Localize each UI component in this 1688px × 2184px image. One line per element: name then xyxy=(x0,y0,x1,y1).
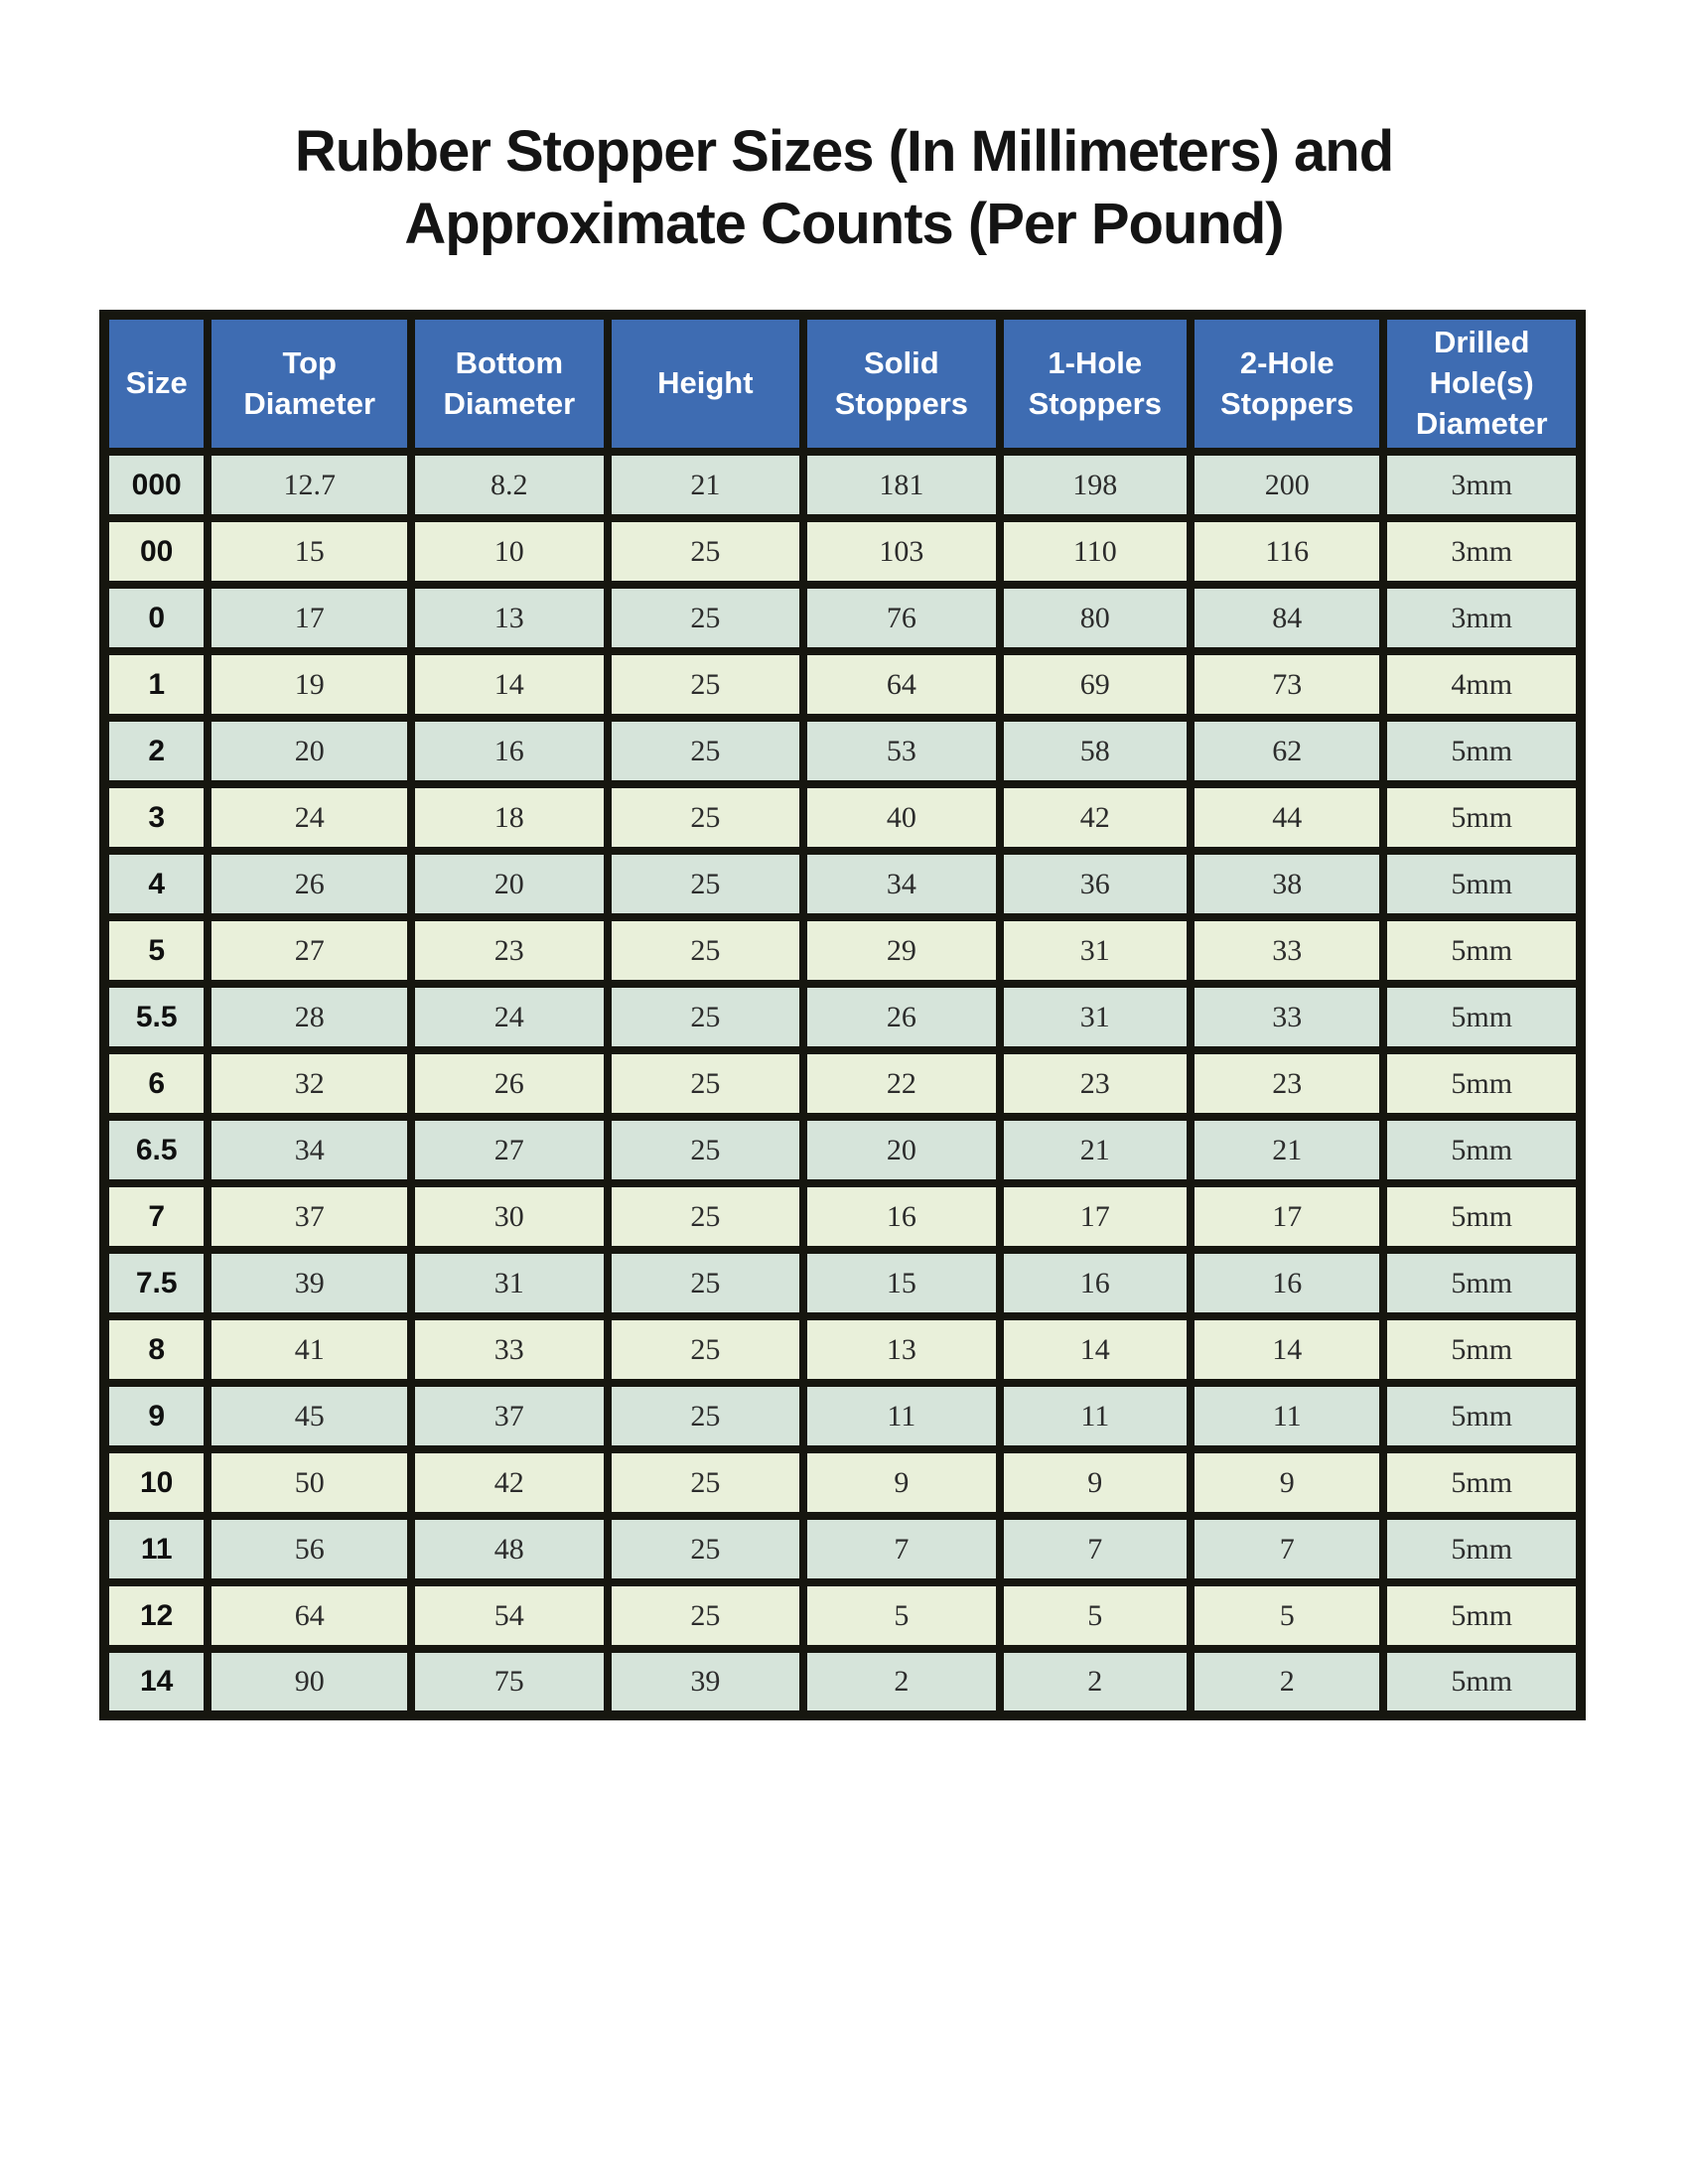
cell-value: 20 xyxy=(803,1117,1000,1183)
cell-value: 25 xyxy=(608,917,804,984)
cell-value: 17 xyxy=(208,585,411,651)
cell-value: 5 xyxy=(803,1582,1000,1649)
cell-value: 25 xyxy=(608,1316,804,1383)
cell-value: 26 xyxy=(411,1050,608,1117)
cell-value: 19 xyxy=(208,651,411,718)
cell-value: 21 xyxy=(1191,1117,1383,1183)
cell-value: 11 xyxy=(1191,1383,1383,1449)
row-size-label: 5.5 xyxy=(104,984,208,1050)
cell-value: 23 xyxy=(411,917,608,984)
cell-value: 198 xyxy=(1000,452,1191,518)
cell-value: 64 xyxy=(803,651,1000,718)
column-header-size: Size xyxy=(104,315,208,452)
cell-value: 23 xyxy=(1191,1050,1383,1117)
page-title-line-1: Rubber Stopper Sizes (In Millimeters) and xyxy=(294,119,1394,184)
cell-value: 181 xyxy=(803,452,1000,518)
stopper-size-table xyxy=(99,310,1586,1720)
cell-value: 69 xyxy=(1000,651,1191,718)
cell-value: 26 xyxy=(208,851,411,917)
cell-value: 5mm xyxy=(1383,1316,1581,1383)
table-row xyxy=(104,851,1581,917)
cell-value: 25 xyxy=(608,784,804,851)
cell-value: 5mm xyxy=(1383,1516,1581,1582)
cell-value: 25 xyxy=(608,651,804,718)
cell-value: 25 xyxy=(608,718,804,784)
table-row xyxy=(104,1050,1581,1117)
column-header-solid-stoppers: Solid Stoppers xyxy=(803,315,1000,452)
row-size-label: 0 xyxy=(104,585,208,651)
cell-value: 15 xyxy=(208,518,411,585)
cell-value: 5mm xyxy=(1383,1183,1581,1250)
cell-value: 27 xyxy=(208,917,411,984)
cell-value: 3mm xyxy=(1383,452,1581,518)
cell-value: 5mm xyxy=(1383,1117,1581,1183)
cell-value: 45 xyxy=(208,1383,411,1449)
cell-value: 24 xyxy=(208,784,411,851)
cell-value: 25 xyxy=(608,851,804,917)
cell-value: 38 xyxy=(1191,851,1383,917)
cell-value: 32 xyxy=(208,1050,411,1117)
row-size-label: 12 xyxy=(104,1582,208,1649)
cell-value: 12.7 xyxy=(208,452,411,518)
cell-value: 29 xyxy=(803,917,1000,984)
cell-value: 9 xyxy=(1000,1449,1191,1516)
table-row xyxy=(104,1117,1581,1183)
table-body xyxy=(104,452,1581,1715)
table-row xyxy=(104,1649,1581,1715)
cell-value: 2 xyxy=(1191,1649,1383,1715)
page-title xyxy=(119,115,1569,260)
table-row xyxy=(104,1250,1581,1316)
cell-value: 25 xyxy=(608,585,804,651)
cell-value: 25 xyxy=(608,1516,804,1582)
cell-value: 75 xyxy=(411,1649,608,1715)
column-header-1-hole-stoppers: 1-Hole Stoppers xyxy=(1000,315,1191,452)
row-size-label: 11 xyxy=(104,1516,208,1582)
cell-value: 27 xyxy=(411,1117,608,1183)
cell-value: 10 xyxy=(411,518,608,585)
cell-value: 14 xyxy=(411,651,608,718)
cell-value: 39 xyxy=(608,1649,804,1715)
header-row xyxy=(104,315,1581,452)
table-row xyxy=(104,1582,1581,1649)
cell-value: 5 xyxy=(1000,1582,1191,1649)
row-size-label: 00 xyxy=(104,518,208,585)
column-header-drilled-holes-diameter: Drilled Hole(s) Diameter xyxy=(1383,315,1581,452)
cell-value: 40 xyxy=(803,784,1000,851)
table-row xyxy=(104,1183,1581,1250)
cell-value: 5mm xyxy=(1383,1250,1581,1316)
cell-value: 13 xyxy=(411,585,608,651)
cell-value: 8.2 xyxy=(411,452,608,518)
cell-value: 73 xyxy=(1191,651,1383,718)
cell-value: 76 xyxy=(803,585,1000,651)
cell-value: 41 xyxy=(208,1316,411,1383)
cell-value: 28 xyxy=(208,984,411,1050)
cell-value: 5mm xyxy=(1383,984,1581,1050)
cell-value: 5mm xyxy=(1383,1050,1581,1117)
cell-value: 34 xyxy=(208,1117,411,1183)
cell-value: 5mm xyxy=(1383,851,1581,917)
cell-value: 31 xyxy=(411,1250,608,1316)
column-header-height: Height xyxy=(608,315,804,452)
cell-value: 200 xyxy=(1191,452,1383,518)
row-size-label: 7 xyxy=(104,1183,208,1250)
cell-value: 42 xyxy=(411,1449,608,1516)
table-header xyxy=(104,315,1581,452)
cell-value: 33 xyxy=(411,1316,608,1383)
cell-value: 25 xyxy=(608,1250,804,1316)
cell-value: 25 xyxy=(608,1117,804,1183)
cell-value: 31 xyxy=(1000,984,1191,1050)
table-row xyxy=(104,1316,1581,1383)
cell-value: 36 xyxy=(1000,851,1191,917)
cell-value: 22 xyxy=(803,1050,1000,1117)
column-header-bottom-diameter: Bottom Diameter xyxy=(411,315,608,452)
row-size-label: 4 xyxy=(104,851,208,917)
cell-value: 4mm xyxy=(1383,651,1581,718)
cell-value: 54 xyxy=(411,1582,608,1649)
cell-value: 116 xyxy=(1191,518,1383,585)
column-header-2-hole-stoppers: 2-Hole Stoppers xyxy=(1191,315,1383,452)
row-size-label: 14 xyxy=(104,1649,208,1715)
cell-value: 15 xyxy=(803,1250,1000,1316)
table-row xyxy=(104,1516,1581,1582)
cell-value: 24 xyxy=(411,984,608,1050)
table-row xyxy=(104,718,1581,784)
cell-value: 25 xyxy=(608,984,804,1050)
cell-value: 33 xyxy=(1191,984,1383,1050)
cell-value: 50 xyxy=(208,1449,411,1516)
cell-value: 5mm xyxy=(1383,917,1581,984)
table-row xyxy=(104,1383,1581,1449)
table-row xyxy=(104,585,1581,651)
cell-value: 11 xyxy=(1000,1383,1191,1449)
cell-value: 58 xyxy=(1000,718,1191,784)
cell-value: 25 xyxy=(608,518,804,585)
cell-value: 53 xyxy=(803,718,1000,784)
cell-value: 14 xyxy=(1191,1316,1383,1383)
page-title-line-2: Approximate Counts (Per Pound) xyxy=(404,192,1284,257)
cell-value: 5mm xyxy=(1383,1649,1581,1715)
table-row xyxy=(104,1449,1581,1516)
cell-value: 14 xyxy=(1000,1316,1191,1383)
cell-value: 2 xyxy=(803,1649,1000,1715)
cell-value: 25 xyxy=(608,1383,804,1449)
cell-value: 23 xyxy=(1000,1050,1191,1117)
cell-value: 34 xyxy=(803,851,1000,917)
row-size-label: 000 xyxy=(104,452,208,518)
cell-value: 16 xyxy=(803,1183,1000,1250)
cell-value: 9 xyxy=(1191,1449,1383,1516)
cell-value: 18 xyxy=(411,784,608,851)
cell-value: 37 xyxy=(411,1383,608,1449)
cell-value: 103 xyxy=(803,518,1000,585)
cell-value: 5mm xyxy=(1383,718,1581,784)
cell-value: 5mm xyxy=(1383,1582,1581,1649)
cell-value: 64 xyxy=(208,1582,411,1649)
table-row xyxy=(104,784,1581,851)
cell-value: 9 xyxy=(803,1449,1000,1516)
row-size-label: 6 xyxy=(104,1050,208,1117)
cell-value: 21 xyxy=(608,452,804,518)
cell-value: 39 xyxy=(208,1250,411,1316)
row-size-label: 9 xyxy=(104,1383,208,1449)
cell-value: 17 xyxy=(1000,1183,1191,1250)
table-row xyxy=(104,452,1581,518)
row-size-label: 7.5 xyxy=(104,1250,208,1316)
table-row xyxy=(104,917,1581,984)
cell-value: 5 xyxy=(1191,1582,1383,1649)
cell-value: 80 xyxy=(1000,585,1191,651)
cell-value: 25 xyxy=(608,1183,804,1250)
cell-value: 2 xyxy=(1000,1649,1191,1715)
row-size-label: 3 xyxy=(104,784,208,851)
row-size-label: 6.5 xyxy=(104,1117,208,1183)
cell-value: 84 xyxy=(1191,585,1383,651)
cell-value: 3mm xyxy=(1383,585,1581,651)
row-size-label: 5 xyxy=(104,917,208,984)
cell-value: 20 xyxy=(411,851,608,917)
cell-value: 16 xyxy=(1000,1250,1191,1316)
row-size-label: 8 xyxy=(104,1316,208,1383)
cell-value: 16 xyxy=(1191,1250,1383,1316)
table-row xyxy=(104,518,1581,585)
column-header-top-diameter: Top Diameter xyxy=(208,315,411,452)
cell-value: 44 xyxy=(1191,784,1383,851)
row-size-label: 1 xyxy=(104,651,208,718)
cell-value: 17 xyxy=(1191,1183,1383,1250)
cell-value: 21 xyxy=(1000,1117,1191,1183)
cell-value: 7 xyxy=(1191,1516,1383,1582)
cell-value: 31 xyxy=(1000,917,1191,984)
table-row xyxy=(104,984,1581,1050)
cell-value: 37 xyxy=(208,1183,411,1250)
table-row xyxy=(104,651,1581,718)
cell-value: 90 xyxy=(208,1649,411,1715)
cell-value: 42 xyxy=(1000,784,1191,851)
cell-value: 16 xyxy=(411,718,608,784)
cell-value: 5mm xyxy=(1383,1383,1581,1449)
cell-value: 48 xyxy=(411,1516,608,1582)
cell-value: 110 xyxy=(1000,518,1191,585)
cell-value: 30 xyxy=(411,1183,608,1250)
cell-value: 25 xyxy=(608,1582,804,1649)
row-size-label: 10 xyxy=(104,1449,208,1516)
cell-value: 13 xyxy=(803,1316,1000,1383)
cell-value: 62 xyxy=(1191,718,1383,784)
cell-value: 33 xyxy=(1191,917,1383,984)
cell-value: 25 xyxy=(608,1050,804,1117)
row-size-label: 2 xyxy=(104,718,208,784)
cell-value: 7 xyxy=(1000,1516,1191,1582)
cell-value: 56 xyxy=(208,1516,411,1582)
cell-value: 26 xyxy=(803,984,1000,1050)
cell-value: 5mm xyxy=(1383,784,1581,851)
cell-value: 25 xyxy=(608,1449,804,1516)
cell-value: 7 xyxy=(803,1516,1000,1582)
cell-value: 5mm xyxy=(1383,1449,1581,1516)
cell-value: 11 xyxy=(803,1383,1000,1449)
cell-value: 3mm xyxy=(1383,518,1581,585)
cell-value: 20 xyxy=(208,718,411,784)
